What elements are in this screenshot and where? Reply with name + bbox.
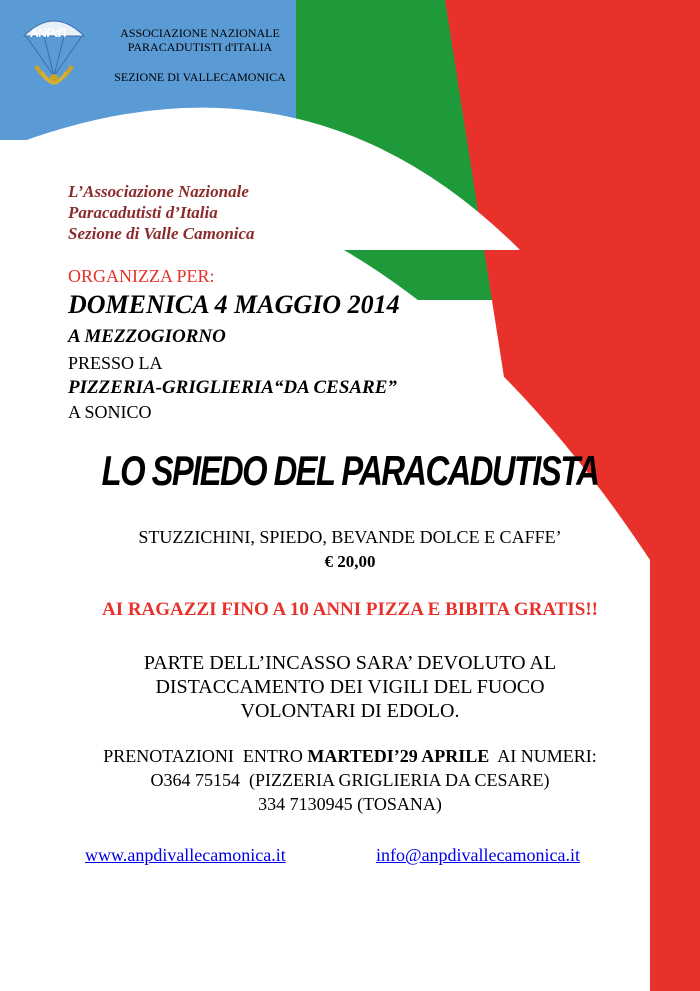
booking-suffix: AI NUMERI: xyxy=(489,746,597,766)
email-link[interactable]: info@anpdivallecamonica.it xyxy=(376,845,581,865)
event-town: A SONICO xyxy=(68,402,152,422)
presso-label: PRESSO LA xyxy=(68,353,163,373)
booking-deadline: MARTEDI’29 APRILE xyxy=(307,746,490,766)
intro-text xyxy=(68,181,255,244)
org-name-line1: ASSOCIAZIONE NAZIONALE xyxy=(120,26,280,40)
org-header xyxy=(100,26,300,84)
org-name-line2: PARACADUTISTI d'ITALIA xyxy=(127,40,273,54)
event-title: LO SPIEDO DEL PARACADUTISTA xyxy=(101,447,599,494)
organizza-label: ORGANIZZA PER: xyxy=(68,266,215,286)
booking-phone1: O364 75154 (PIZZERIA GRIGLIERIA DA CESARE) xyxy=(150,770,550,790)
menu-price: € 20,00 xyxy=(324,552,376,571)
event-venue: PIZZERIA-GRIGLIERIA“DA CESARE” xyxy=(68,377,397,398)
menu-items: STUZZICHINI, SPIEDO, BEVANDE DOLCE E CAFFE’ xyxy=(138,527,562,547)
logo-text: ANPd'I xyxy=(30,26,66,40)
kids-offer: AI RAGAZZI FINO A 10 ANNI PIZZA E BIBITA GRATIS!! xyxy=(101,599,599,620)
intro-line1: L’Associazione Nazionale xyxy=(68,182,249,201)
proceeds-line1: PARTE DELL’INCASSO SARA’ DEVOLUTO AL xyxy=(143,652,557,674)
event-date: DOMENICA 4 MAGGIO 2014 xyxy=(68,290,400,319)
booking-prefix: PRENOTAZIONI ENTRO xyxy=(103,746,308,766)
proceeds-note xyxy=(0,651,700,723)
parachute-logo-icon xyxy=(14,6,94,100)
proceeds-line3: VOLONTARI DI EDOLO. xyxy=(240,700,460,722)
intro-line3: Sezione di Valle Camonica xyxy=(68,224,255,243)
website-link[interactable]: www.anpdivallecamonica.it xyxy=(85,845,286,865)
booking-info xyxy=(0,744,700,816)
event-time: A MEZZOGIORNO xyxy=(68,326,226,347)
intro-line2: Paracadutisti d’Italia xyxy=(68,203,218,222)
org-section: SEZIONE DI VALLECAMONICA xyxy=(114,70,286,84)
proceeds-line2: DISTACCAMENTO DEI VIGILI DEL FUOCO xyxy=(155,676,545,698)
booking-line xyxy=(0,744,700,768)
booking-phone2: 334 7130945 (TOSANA) xyxy=(258,794,442,814)
